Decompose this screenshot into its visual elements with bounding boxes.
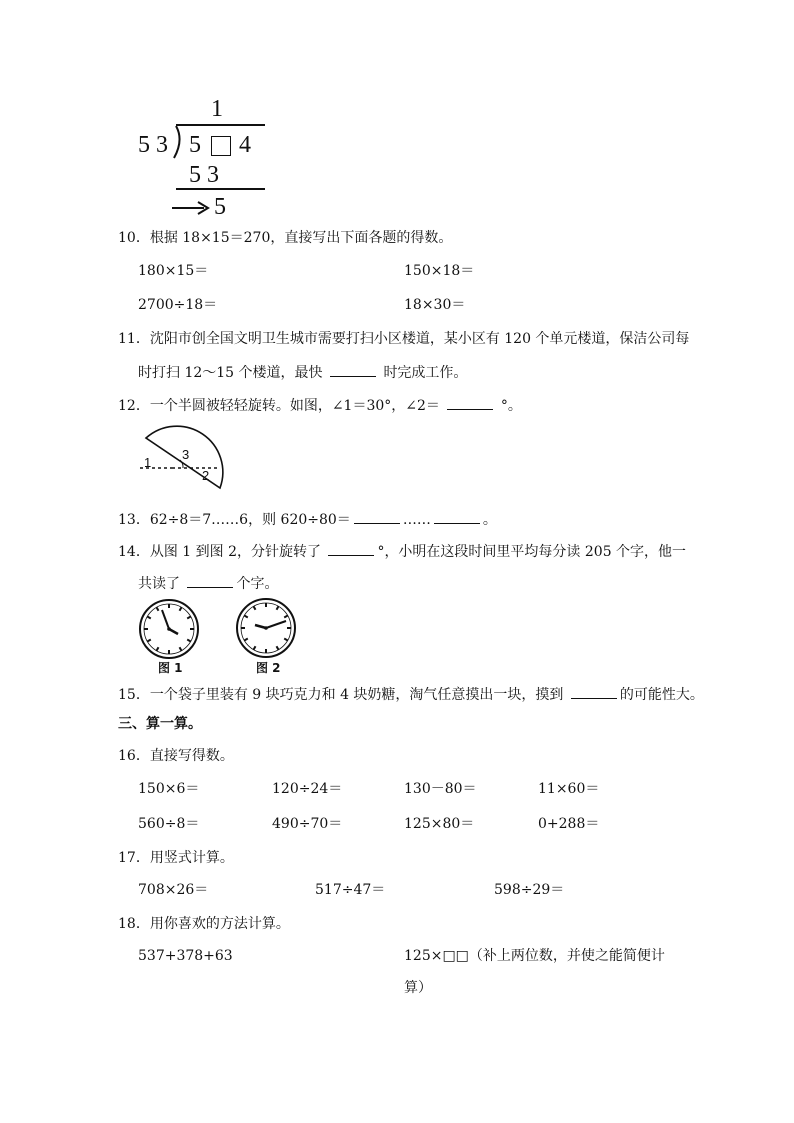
q12-text bbox=[118, 395, 522, 415]
q17-item: 598÷29＝ bbox=[494, 882, 565, 898]
q14-line2 bbox=[138, 573, 278, 593]
q11-line1: 11．沈阳市创全国文明卫生城市需要打扫小区楼道，某小区有 120 个单元楼道，保洁公司每 bbox=[118, 331, 690, 347]
q16-item: 0+288＝ bbox=[538, 816, 600, 832]
q16-item: 130－80＝ bbox=[404, 781, 477, 797]
clock2-minute-hand bbox=[266, 621, 286, 628]
q11-answer-blank[interactable] bbox=[330, 362, 376, 377]
division-divisor: 5 3 bbox=[138, 132, 168, 158]
q12-answer-blank[interactable] bbox=[447, 395, 493, 410]
q13-remainder-blank[interactable] bbox=[434, 509, 480, 524]
q15-text-a: 15．一个袋子里装有 9 块巧克力和 4 块奶糖，淘气任意摸出一块，摸到 bbox=[118, 687, 564, 703]
q11-line2 bbox=[138, 362, 467, 382]
q17-item: 517÷47＝ bbox=[315, 882, 386, 898]
missing-digit-box bbox=[211, 136, 231, 156]
q10-item: 150×18＝ bbox=[404, 263, 475, 279]
q17-title: 17．用竖式计算。 bbox=[118, 850, 234, 866]
q16-item: 490÷70＝ bbox=[272, 816, 343, 832]
q16-item: 150×6＝ bbox=[138, 781, 200, 797]
q10-text: 10．根据 18×15＝270，直接写出下面各题的得数。 bbox=[118, 230, 453, 246]
angle-label-3: 3 bbox=[182, 447, 190, 462]
q12-text-a: 12．一个半圆被轻轻旋转。如图，∠1＝30°，∠2＝ bbox=[118, 398, 440, 414]
clock-figure-2 bbox=[235, 597, 297, 659]
division-quotient: 1 bbox=[211, 96, 223, 122]
q16-title: 16．直接写得数。 bbox=[118, 748, 234, 764]
division-remainder: 5 bbox=[214, 194, 226, 220]
q13-text-a: 13．62÷8＝7……6，则 620÷80＝ bbox=[118, 512, 351, 528]
q14-angle-blank[interactable] bbox=[328, 541, 374, 556]
q15-text-b: 的可能性大。 bbox=[619, 687, 704, 703]
division-dividend-left: 5 bbox=[189, 132, 201, 158]
q11-line2-b: 时完成工作。 bbox=[383, 365, 468, 381]
q14-line1 bbox=[118, 541, 686, 561]
q16-item: 125×80＝ bbox=[404, 816, 475, 832]
q13-text bbox=[118, 509, 497, 529]
clock-caption-1: 图 1 bbox=[158, 661, 183, 675]
q16-item: 560÷8＝ bbox=[138, 816, 200, 832]
q17-item: 708×26＝ bbox=[138, 882, 209, 898]
q10-item: 18×30＝ bbox=[404, 297, 466, 313]
q12-text-b: °。 bbox=[500, 398, 522, 414]
clock1-minute-hand bbox=[162, 610, 169, 629]
division-product: 5 3 bbox=[189, 162, 219, 188]
q18-item-2-line1: 125×□□（补上两位数，并使之能简便计 bbox=[404, 948, 665, 964]
angle-label-1: 1 bbox=[144, 455, 152, 470]
q18-item-1: 537+378+63 bbox=[138, 948, 233, 964]
q13-text-c: 。 bbox=[482, 512, 497, 528]
q18-item-2-line2: 算） bbox=[404, 980, 432, 996]
q11-line2-a: 时打扫 12～15 个楼道，最快 bbox=[138, 365, 323, 381]
q16-item: 120÷24＝ bbox=[272, 781, 343, 797]
q14-line1-a: 14．从图 1 到图 2，分针旋转了 bbox=[118, 544, 321, 560]
q13-quotient-blank[interactable] bbox=[354, 509, 400, 524]
clock-figure-1 bbox=[138, 598, 200, 660]
angle-label-2: 2 bbox=[202, 468, 210, 483]
q14-words-blank[interactable] bbox=[187, 573, 233, 588]
q15-text bbox=[118, 684, 704, 704]
q15-answer-blank[interactable] bbox=[571, 684, 617, 699]
q18-title: 18．用你喜欢的方法计算。 bbox=[118, 916, 290, 932]
q14-line2-b: 个字。 bbox=[236, 576, 279, 592]
q16-item: 11×60＝ bbox=[538, 781, 600, 797]
q10-item: 2700÷18＝ bbox=[138, 297, 218, 313]
q13-text-b: …… bbox=[402, 512, 431, 528]
division-dividend-right: 4 bbox=[239, 132, 251, 158]
semicircle-figure bbox=[136, 424, 232, 490]
q14-line2-a: 共读了 bbox=[138, 576, 180, 592]
clock-caption-2: 图 2 bbox=[256, 661, 281, 675]
section-heading: 三、算一算。 bbox=[118, 716, 202, 732]
q14-line1-b: °，小明在这段时间里平均每分读 205 个字，他一 bbox=[377, 544, 687, 560]
q10-item: 180×15＝ bbox=[138, 263, 209, 279]
